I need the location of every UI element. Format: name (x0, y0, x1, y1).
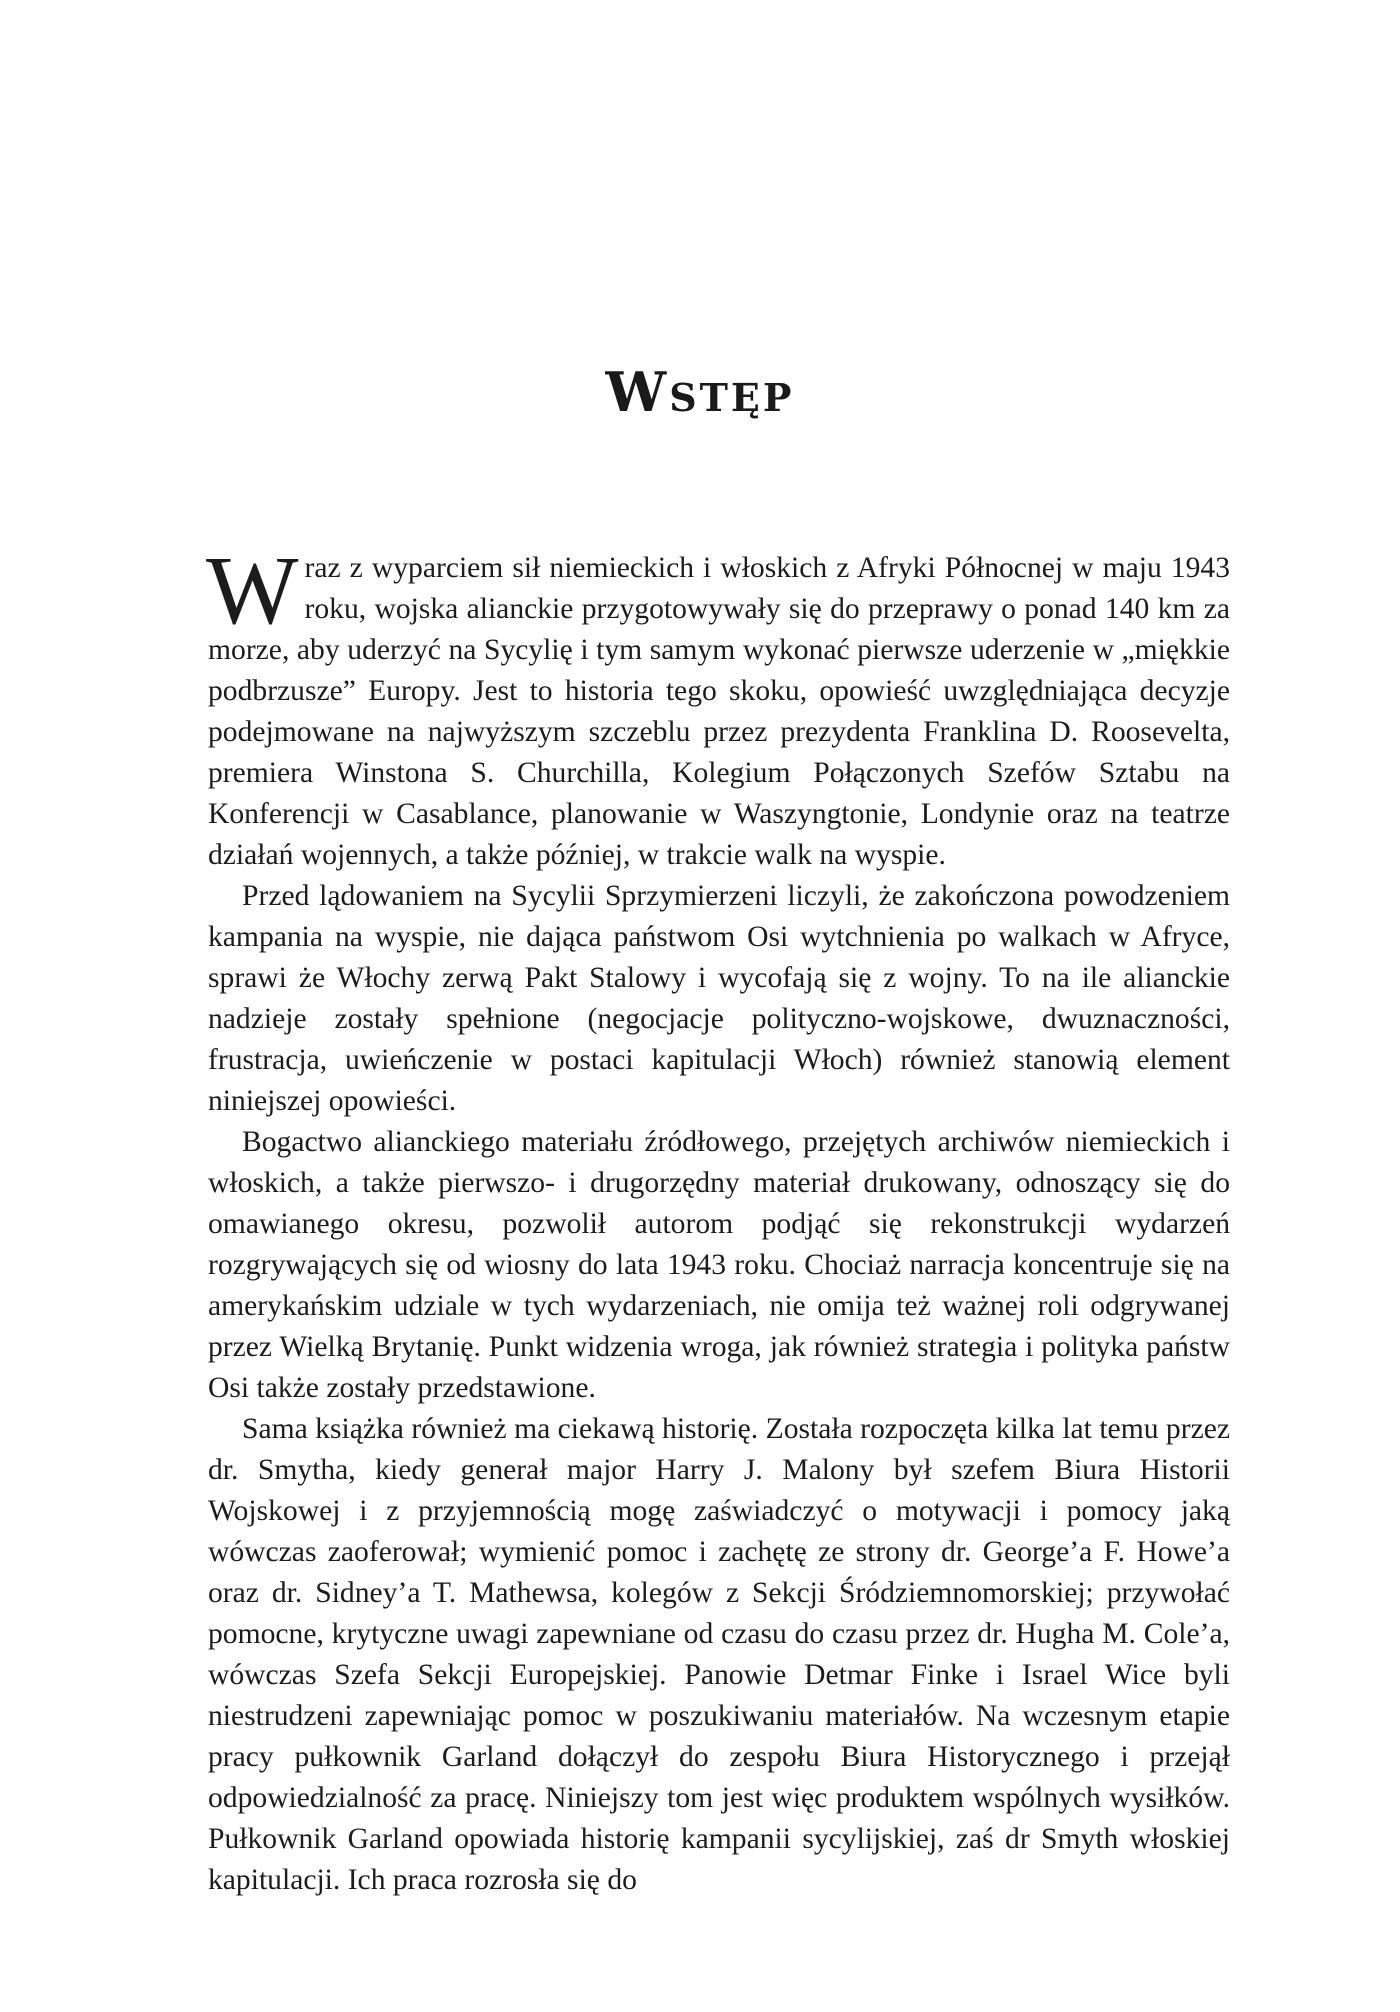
paragraph-1-text: raz z wyparciem sił niemieckich i włoskich z Afryki Północnej w maju 1943 roku, wojska alianckie przygotowywały się do przeprawy o ponad 140 km za morze, aby uderzyć na Sycylię i tym samym wykonać pierwsze uderzenie w „miękkie podbrzusze” Europy. Jest to historia tego skoku, opowieść uwzględniająca decyzje podejmowane na najwyższym szczeblu przez prezydenta Franklina D. Roosevelta, premiera Winstona S. Churchilla, Kolegium Połączonych Szefów Sztabu na Konferencji w Casablance, planowanie w Waszyngtonie, Londynie oraz na teatrze działań wojennych, a także później, w trakcie walk na wyspie. (208, 552, 1230, 871)
paragraph-3: Bogactwo alianckiego materiału źródłowego, przejętych archiwów niemieckich i włoskich, a także pierwszo- i drugorzędny materiał drukowany, odnoszący się do omawianego okresu, pozwolił autorom podjąć się rekonstrukcji wydarzeń rozgrywających się od wiosny do lata 1943 roku. Chociaż narracja koncentruje się na amerykańskim udziale w tych wydarzeniach, nie omija też ważnej roli odgrywanej przez Wielką Brytanię. Punkt widzenia wroga, jak również strategia i polityka państw Osi także zostały przedstawione. (208, 1126, 1230, 1404)
body-text (206, 537, 1230, 1901)
paragraph-4: Sama książka również ma ciekawą historię. Została rozpoczęta kilka lat temu przez dr. Smytha, kiedy generał major Harry J. Malony był szefem Biura Historii Wojskowej i z przyjemnością mogę zaświadczyć o motywacji i pomocy jaką wówczas zaoferował; wymienić pomoc i zachętę ze strony dr. George’a F. Howe’a oraz dr. Sidney’a T. Mathewsa, kolegów z Sekcji Śródziemnomorskiej; przywołać pomocne, krytyczne uwagi zapewniane od czasu do czasu przez dr. Hugha M. Cole’a, wówczas Szefa Sekcji Europejskiej. Panowie Detmar Finke i Israel Wice byli niestrudzeni zapewniając pomoc w poszukiwaniu materiałów. Na wczesnym etapie pracy pułkownik Garland dołączył do zespołu Biura Historycznego i przejął odpowiedzialność za pracę. Niniejszy tom jest więc produktem wspólnych wysiłków. Pułkownik Garland opowiada historię kampanii sycylijskiej, zaś dr Smyth włoskiej kapitulacji. Ich praca rozrosła się do (208, 1413, 1230, 1896)
chapter-title: Wstęp (605, 360, 795, 424)
paragraph-2: Przed lądowaniem na Sycylii Sprzymierzeni liczyli, że zakończona powodzeniem kampania na wyspie, nie dająca państwom Osi wytchnienia po walkach w Afryce, sprawi że Włochy zerwą Pakt Stalowy i wycofają się z wojny. To na ile alianckie nadzieje zostały spełnione (negocjacje polityczno-wojskowe, dwuznaczności, frustracja, uwieńczenie w postaci kapitulacji Włoch) również stanowią element niniejszej opowieści. (208, 880, 1230, 1117)
paragraph-1 (206, 537, 1230, 876)
drop-cap-initial: W (206, 537, 299, 645)
